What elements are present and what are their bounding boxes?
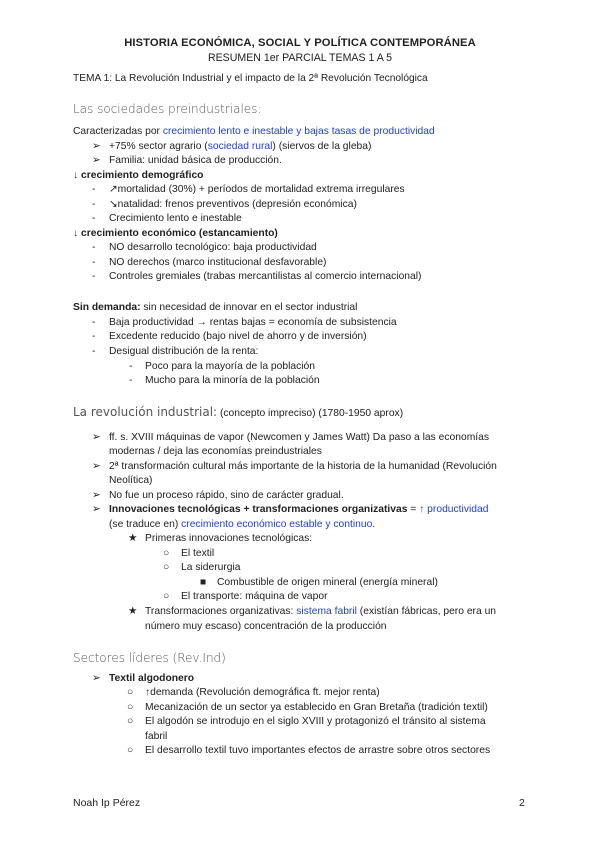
list-item: Primeras innovaciones tecnológicas: <box>145 533 313 544</box>
list-item: ff. s. XVIII máquinas de vapor (Newcomen y James Watt) Da paso a las economías <box>109 432 490 443</box>
arrow-bullet-icon: ➢ <box>92 461 101 472</box>
tema-heading: TEMA 1: La Revolución Industrial y el impacto de la 2ª Revolución Tecnológica <box>73 73 428 84</box>
dash-bullet-icon: - <box>92 242 96 253</box>
demographic-heading: ↓ crecimiento demográfico <box>73 170 204 181</box>
list-item <box>109 503 488 517</box>
text-span: +75% sector agrario ( <box>109 141 208 152</box>
arrow-bullet-icon: ➢ <box>92 490 101 501</box>
sin-demanda-text: sin necesidad de innovar en el sector industrial <box>140 302 358 313</box>
list-item: Textil algodonero <box>109 673 195 684</box>
text-span: = <box>407 504 420 515</box>
arrow-bullet-icon: ➢ <box>92 673 101 684</box>
list-item: El transporte: máquina de vapor <box>181 591 328 602</box>
document-title: HISTORIA ECONÓMICA, SOCIAL Y POLÍTICA CONTEMPORÁNEA <box>124 37 476 49</box>
star-bullet-icon: ★ <box>128 533 138 544</box>
dash-bullet-icon: - <box>92 271 96 282</box>
list-item: ↘natalidad: frenos preventivos (depresión económica) <box>109 199 357 210</box>
intro-highlight: crecimiento lento e inestable y bajas tasas de productividad <box>162 126 435 137</box>
list-item: Crecimiento lento e inestable <box>109 213 242 224</box>
section-heading-revolucion <box>73 405 403 421</box>
arrow-bullet-icon: ➢ <box>92 155 101 166</box>
list-item: Mecanización de un sector ya establecido en Gran Bretaña (tradición textil) <box>145 702 488 713</box>
list-item: NO derechos (marco institucional desfavorable) <box>109 257 327 268</box>
list-item <box>145 605 496 619</box>
text-span: . <box>372 519 376 530</box>
document-subtitle: RESUMEN 1er PARCIAL TEMAS 1 A 5 <box>207 52 393 64</box>
list-item-continuation: modernas / deja las economías preindustriales <box>109 446 322 457</box>
circle-bullet-icon: ○ <box>127 702 134 713</box>
dash-bullet-icon: - <box>92 213 96 224</box>
dash-bullet-icon: - <box>92 331 96 342</box>
text-span: (existían fábricas, pero era un <box>356 606 497 617</box>
section-heading-preindustrial: Las sociedades preindustriales: <box>73 102 262 116</box>
text-span: (se traduce en) <box>109 519 182 530</box>
intro-text: Caracterizadas por <box>73 126 163 137</box>
footer-page-number: 2 <box>519 797 525 809</box>
arrow-bullet-icon: ➢ <box>92 432 101 443</box>
highlight-span: crecimiento económico estable y continuo <box>181 519 373 530</box>
bold-span: Innovaciones tecnológicas + transformaciones organizativas <box>109 504 408 515</box>
highlight-span: sociedad rural <box>207 141 273 152</box>
highlight-span: sistema fabril <box>296 606 357 617</box>
circle-bullet-icon: ○ <box>163 591 170 602</box>
economic-heading: ↓ crecimiento económico (estancamiento) <box>73 228 278 239</box>
text-span: ) (siervos de la gleba) <box>272 141 372 152</box>
list-item: Poco para la mayoría de la población <box>145 361 316 372</box>
circle-bullet-icon: ○ <box>127 745 134 756</box>
circle-bullet-icon: ○ <box>163 548 170 559</box>
list-item: Controles gremiales (trabas mercantilistas al comercio internacional) <box>109 271 422 282</box>
list-item: ↗mortalidad (30%) + períodos de mortalidad extrema irregulares <box>109 184 405 195</box>
list-item: Excedente reducido (bajo nivel de ahorro y de inversión) <box>109 331 367 342</box>
circle-bullet-icon: ○ <box>127 687 134 698</box>
intro-line <box>73 125 435 139</box>
highlight-span: ↑ productividad <box>419 504 489 515</box>
list-item: 2ª transformación cultural más importante de la historia de la humanidad (Revolución <box>109 461 497 472</box>
list-item-continuation: fabril <box>145 731 168 742</box>
circle-bullet-icon: ○ <box>163 562 170 573</box>
revolucion-heading-text: La revolución industrial: <box>73 405 218 419</box>
list-item: No fue un proceso rápido, sino de carácter gradual. <box>109 490 344 501</box>
list-item: La siderurgia <box>181 562 241 573</box>
list-item: Baja productividad → rentas bajas = economía de subsistencia <box>109 317 397 328</box>
revolucion-heading-note: (concepto impreciso) (1780-1950 aprox) <box>217 408 404 419</box>
text-span: Transformaciones organizativas: <box>145 606 297 617</box>
dash-bullet-icon: - <box>92 257 96 268</box>
list-item: Desigual distribución de la renta: <box>109 346 259 357</box>
list-item <box>109 140 371 154</box>
dash-bullet-icon: - <box>129 361 133 372</box>
sin-demanda-label: Sin demanda: <box>73 302 141 313</box>
dash-bullet-icon: - <box>92 317 96 328</box>
list-item-continuation <box>109 518 375 532</box>
list-item: NO desarrollo tecnológico: baja productividad <box>109 242 317 253</box>
list-item-continuation: Neolítica) <box>109 475 153 486</box>
list-item-continuation: número muy escaso) concentración de la producción <box>145 621 387 632</box>
list-item: El algodón se introdujo en el siglo XVIII y protagonizó el tránsito al sistema <box>145 716 486 727</box>
arrow-bullet-icon: ➢ <box>92 504 101 515</box>
square-bullet-icon: ■ <box>200 577 207 588</box>
list-item: El desarrollo textil tuvo importantes efectos de arrastre sobre otros sectores <box>145 745 491 756</box>
section-heading-sectores: Sectores líderes (Rev.Ind) <box>73 651 226 665</box>
dash-bullet-icon: - <box>92 199 96 210</box>
footer-author: Noah Ip Pérez <box>73 797 141 809</box>
list-item: ↑demanda (Revolución demográfica ft. mejor renta) <box>145 687 380 698</box>
star-bullet-icon: ★ <box>128 606 138 617</box>
list-item: Mucho para la minoría de la población <box>145 375 320 386</box>
list-item: Familia: unidad básica de producción. <box>109 155 282 166</box>
dash-bullet-icon: - <box>129 375 133 386</box>
dash-bullet-icon: - <box>92 346 96 357</box>
dash-bullet-icon: - <box>92 184 96 195</box>
arrow-bullet-icon: ➢ <box>92 141 101 152</box>
sin-demanda-line <box>73 301 357 315</box>
circle-bullet-icon: ○ <box>127 716 134 727</box>
list-item: Combustible de origen mineral (energía mineral) <box>217 577 438 588</box>
list-item: El textil <box>181 548 215 559</box>
